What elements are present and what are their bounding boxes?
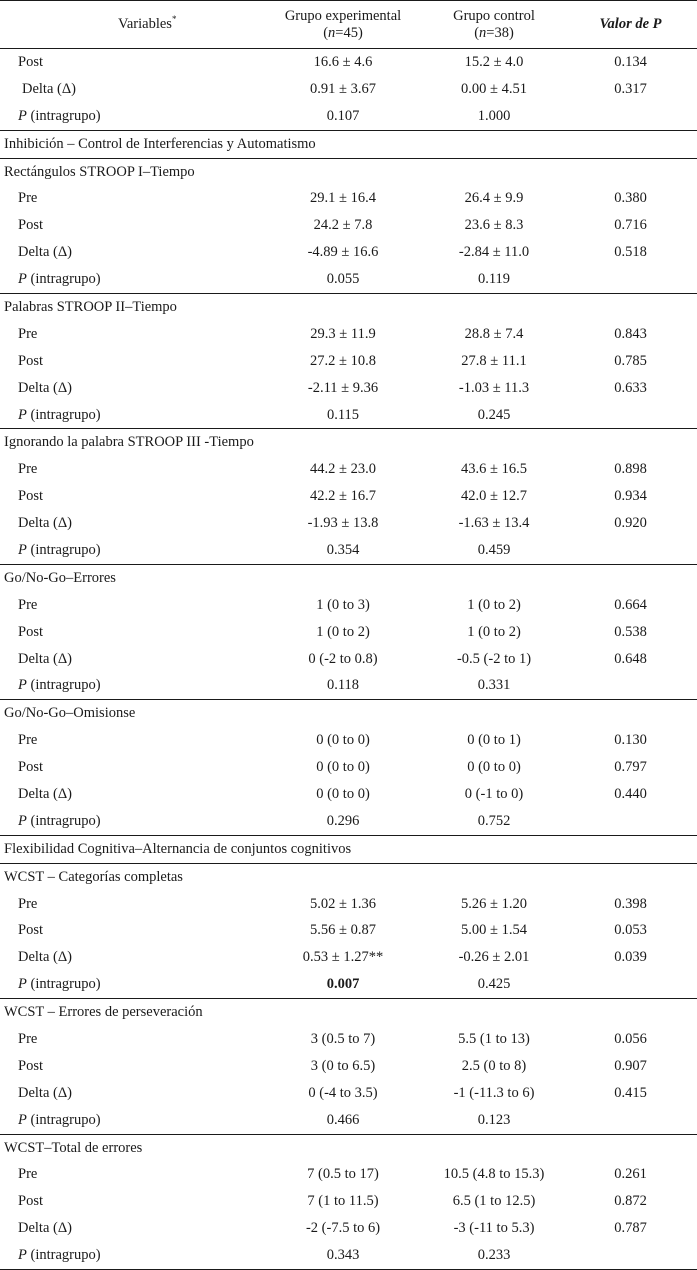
row-label: Post [18, 488, 43, 505]
p-value: 0.380 [614, 190, 647, 207]
table-row [0, 619, 697, 646]
row-label: Pre [18, 596, 38, 613]
group-title: WCST – Categorías completas [0, 863, 697, 890]
exp-value: 0.343 [262, 1242, 424, 1269]
table-row [0, 510, 697, 537]
ctrl-value: 1 (0 to 2) [467, 596, 521, 613]
group-title: WCST – Errores de perseveración [0, 999, 697, 1026]
p-value: 0.872 [614, 1193, 647, 1210]
exp-value: 7 (1 to 11.5) [307, 1193, 379, 1210]
group-title-row [0, 564, 697, 591]
p-value: 0.056 [614, 1031, 647, 1047]
group-title-row [0, 1134, 697, 1161]
p-value: 0.785 [614, 352, 647, 369]
exp-value: 0.354 [326, 541, 360, 558]
p-value: 0.633 [614, 379, 647, 396]
row-label: Post [18, 1057, 43, 1074]
ctrl-value: 0 (0 to 1) [467, 732, 521, 749]
table-row [0, 727, 697, 754]
group-title-row [0, 863, 697, 890]
row-label: P (intragrupo) [18, 107, 101, 124]
exp-value: 24.2 ± 7.8 [313, 217, 373, 234]
table-row [0, 76, 697, 103]
exp-value: 0.055 [326, 271, 360, 288]
domain-title: Inhibición – Control de Interferencias y Automatismo [0, 130, 697, 158]
exp-value: -1.93 ± 13.8 [307, 515, 379, 532]
p-value: 0.843 [614, 325, 647, 342]
exp-value: 0 (0 to 0) [316, 785, 370, 802]
table-row [0, 891, 697, 918]
p-value [564, 103, 697, 130]
p-value: 0.934 [614, 488, 647, 505]
exp-value: 0.296 [326, 812, 360, 829]
table-row [0, 754, 697, 781]
p-value: 0.317 [614, 80, 647, 97]
group-title-row [0, 158, 697, 185]
group-title-row [0, 700, 697, 727]
table-row [0, 537, 697, 564]
ctrl-value: 0.245 [477, 406, 511, 423]
table-row [0, 103, 697, 130]
p-value: 0.440 [614, 785, 647, 802]
row-label: P (intragrupo) [18, 812, 101, 829]
row-label: Delta (Δ) [22, 80, 77, 97]
p-value: 0.920 [614, 515, 647, 532]
ctrl-value: 0 (0 to 0) [467, 759, 521, 776]
ctrl-value: 0.00 ± 4.51 [461, 80, 527, 97]
table-row [0, 239, 697, 266]
row-label: Post [18, 53, 43, 70]
exp-value: 0.007 [326, 976, 360, 993]
table-row [0, 808, 697, 835]
ctrl-value: -0.5 (-2 to 1) [456, 650, 532, 667]
p-value [564, 1242, 697, 1269]
ctrl-value: 0.425 [477, 976, 511, 993]
ctrl-value: 23.6 ± 8.3 [464, 217, 524, 234]
table-row [0, 1188, 697, 1215]
ctrl-value: 26.4 ± 9.9 [464, 190, 524, 207]
ctrl-value: 2.5 (0 to 8) [461, 1057, 527, 1074]
exp-value: 5.02 ± 1.36 [310, 895, 376, 912]
table-row [0, 185, 697, 212]
header-control-group: Grupo control (n=38) [424, 1, 564, 49]
p-value: 0.664 [614, 596, 647, 613]
exp-value: 29.1 ± 16.4 [310, 190, 376, 207]
p-value: 0.787 [614, 1220, 647, 1237]
exp-value: 0.466 [326, 1111, 360, 1128]
p-value: 0.415 [614, 1084, 647, 1101]
exp-value: 27.2 ± 10.8 [310, 352, 376, 369]
exp-value: 29.3 ± 11.9 [310, 325, 376, 342]
header-experimental-group: Grupo experimental (n=45) [262, 1, 424, 49]
p-value: 0.134 [614, 53, 647, 70]
table-row [0, 1242, 697, 1269]
p-value: 0.648 [614, 650, 647, 667]
row-label: Delta (Δ) [18, 949, 73, 966]
ctrl-value: 5.26 ± 1.20 [461, 895, 527, 912]
table-row [0, 348, 697, 375]
table-row [0, 1080, 697, 1107]
exp-value: 3 (0 to 6.5) [310, 1057, 376, 1074]
p-value [564, 808, 697, 835]
table-row [0, 918, 697, 945]
ctrl-value: -1.03 ± 11.3 [458, 379, 530, 396]
table-row [0, 212, 697, 239]
row-label: Post [18, 1193, 43, 1210]
table-row [0, 646, 697, 673]
row-label: Post [18, 759, 43, 776]
domain-row-flexibilidad [0, 835, 697, 863]
exp-value: 1 (0 to 2) [316, 623, 370, 640]
group-title: Rectángulos STROOP I–Tiempo [0, 158, 697, 185]
row-label: P (intragrupo) [18, 976, 101, 993]
exp-value: 0.91 ± 3.67 [310, 80, 376, 97]
exp-value: 1 (0 to 3) [316, 596, 370, 613]
table-row [0, 592, 697, 619]
ctrl-value: 5.5 (1 to 13) [458, 1031, 530, 1047]
ctrl-value: -0.26 ± 2.01 [458, 949, 530, 966]
row-label: Delta (Δ) [18, 650, 73, 667]
row-label: Delta (Δ) [18, 244, 73, 261]
table-row [0, 483, 697, 510]
exp-value: 0.53 ± 1.27** [302, 949, 384, 966]
ctrl-value: -2.84 ± 11.0 [458, 244, 530, 261]
row-label: P (intragrupo) [18, 1111, 101, 1128]
exp-value: 44.2 ± 23.0 [310, 461, 376, 478]
ctrl-value: 5.00 ± 1.54 [461, 922, 527, 939]
ctrl-value: -1 (-11.3 to 6) [453, 1084, 535, 1101]
row-label: Pre [18, 895, 38, 912]
domain-row-inhibicion [0, 130, 697, 158]
ctrl-value: 0.123 [477, 1111, 511, 1128]
row-label: Pre [18, 732, 38, 749]
group-title: WCST–Total de errores [0, 1134, 697, 1161]
exp-value: 42.2 ± 16.7 [310, 488, 376, 505]
exp-value: 5.56 ± 0.87 [310, 922, 376, 939]
row-label: Pre [18, 461, 38, 478]
exp-value: -4.89 ± 16.6 [307, 244, 379, 261]
group-title: Palabras STROOP II–Tiempo [0, 294, 697, 321]
table-row [0, 971, 697, 998]
row-label: Post [18, 217, 43, 234]
exp-value: 0 (-2 to 0.8) [308, 650, 378, 667]
ctrl-value: 0.331 [477, 677, 511, 694]
p-value: 0.716 [614, 217, 647, 234]
table-row [0, 1107, 697, 1134]
exp-value: 7 (0.5 to 17) [307, 1166, 379, 1183]
p-value: 0.797 [614, 759, 647, 776]
ctrl-value: 0.119 [477, 271, 511, 288]
row-label: Post [18, 352, 43, 369]
row-label: P (intragrupo) [18, 406, 101, 423]
ctrl-value: 42.0 ± 12.7 [461, 488, 527, 505]
table-row [0, 1215, 697, 1242]
ctrl-value: 43.6 ± 16.5 [461, 461, 527, 478]
row-label: Post [18, 922, 43, 939]
ctrl-value: 0 (-1 to 0) [464, 785, 524, 802]
exp-value: -2.11 ± 9.36 [307, 379, 379, 396]
group-title-row [0, 429, 697, 456]
table-row [0, 375, 697, 402]
ctrl-value: 0.752 [477, 812, 511, 829]
row-label: P (intragrupo) [18, 677, 101, 694]
ctrl-value: 15.2 ± 4.0 [464, 53, 524, 70]
header-p-value: Valor de P [564, 1, 697, 49]
table-row [0, 456, 697, 483]
table-header [0, 1, 697, 49]
ctrl-value: 27.8 ± 11.1 [461, 352, 527, 369]
p-value [564, 402, 697, 429]
ctrl-value: 0.459 [477, 541, 511, 558]
p-value: 0.907 [614, 1057, 647, 1074]
exp-value: 0.118 [326, 677, 360, 694]
ctrl-value: 1 (0 to 2) [467, 623, 521, 640]
ctrl-value: 10.5 (4.8 to 15.3) [443, 1166, 545, 1183]
p-value: 0.398 [614, 895, 647, 912]
p-value: 0.538 [614, 623, 647, 640]
exp-value: 0.115 [326, 406, 360, 423]
row-label: Delta (Δ) [18, 1220, 73, 1237]
row-label: P (intragrupo) [18, 541, 101, 558]
p-value [564, 971, 697, 998]
p-value: 0.039 [614, 949, 647, 966]
row-label: P (intragrupo) [18, 271, 101, 288]
table-row [0, 672, 697, 699]
ctrl-value: 6.5 (1 to 12.5) [452, 1193, 536, 1210]
row-label: Pre [18, 1166, 38, 1183]
table-row [0, 1026, 697, 1053]
exp-value: -2 (-7.5 to 6) [305, 1220, 381, 1237]
exp-value: 16.6 ± 4.6 [313, 53, 373, 70]
ctrl-value: 0.233 [424, 1242, 564, 1269]
exp-value: 0 (0 to 0) [316, 732, 370, 749]
p-value [564, 537, 697, 564]
p-value [564, 672, 697, 699]
table-row [0, 1053, 697, 1080]
row-label: Delta (Δ) [18, 515, 73, 532]
row-label: Delta (Δ) [18, 379, 73, 396]
ctrl-value: 28.8 ± 7.4 [464, 325, 524, 342]
row-label: Pre [18, 190, 38, 207]
table-body [0, 49, 697, 1270]
group-title-row [0, 294, 697, 321]
row-label: Post [18, 623, 43, 640]
ctrl-value: 1.000 [477, 107, 511, 124]
row-label: Pre [18, 325, 38, 342]
p-value: 0.261 [614, 1166, 647, 1183]
table-row [0, 944, 697, 971]
table-row [0, 781, 697, 808]
exp-value: 0 (-4 to 3.5) [308, 1084, 378, 1101]
row-label: Pre [18, 1031, 38, 1047]
row-label: Delta (Δ) [18, 785, 73, 802]
table-row [0, 321, 697, 348]
header-variables: Variables* [0, 1, 262, 49]
exp-value: 3 (0.5 to 7) [310, 1031, 376, 1047]
table-row [0, 402, 697, 429]
p-value: 0.518 [614, 244, 647, 261]
p-value: 0.053 [614, 922, 647, 939]
group-title: Go/No-Go–Omisionse [0, 700, 697, 727]
p-value: 0.130 [614, 732, 647, 749]
row-label: Delta (Δ) [18, 1084, 73, 1101]
table-row [0, 49, 697, 76]
table-row [0, 266, 697, 293]
p-value: 0.898 [614, 461, 647, 478]
p-value [564, 1107, 697, 1134]
table-row [0, 1162, 697, 1189]
group-title: Go/No-Go–Errores [0, 564, 697, 591]
exp-value: 0.107 [326, 107, 360, 124]
p-value [564, 266, 697, 293]
ctrl-value: -1.63 ± 13.4 [458, 515, 530, 532]
group-title: Ignorando la palabra STROOP III -Tiempo [0, 429, 697, 456]
domain-title: Flexibilidad Cognitiva–Alternancia de conjuntos cognitivos [0, 835, 697, 863]
group-title-row [0, 999, 697, 1026]
ctrl-value: -3 (-11 to 5.3) [453, 1220, 535, 1237]
row-label: P (intragrupo) [0, 1242, 262, 1269]
exp-value: 0 (0 to 0) [316, 759, 370, 776]
